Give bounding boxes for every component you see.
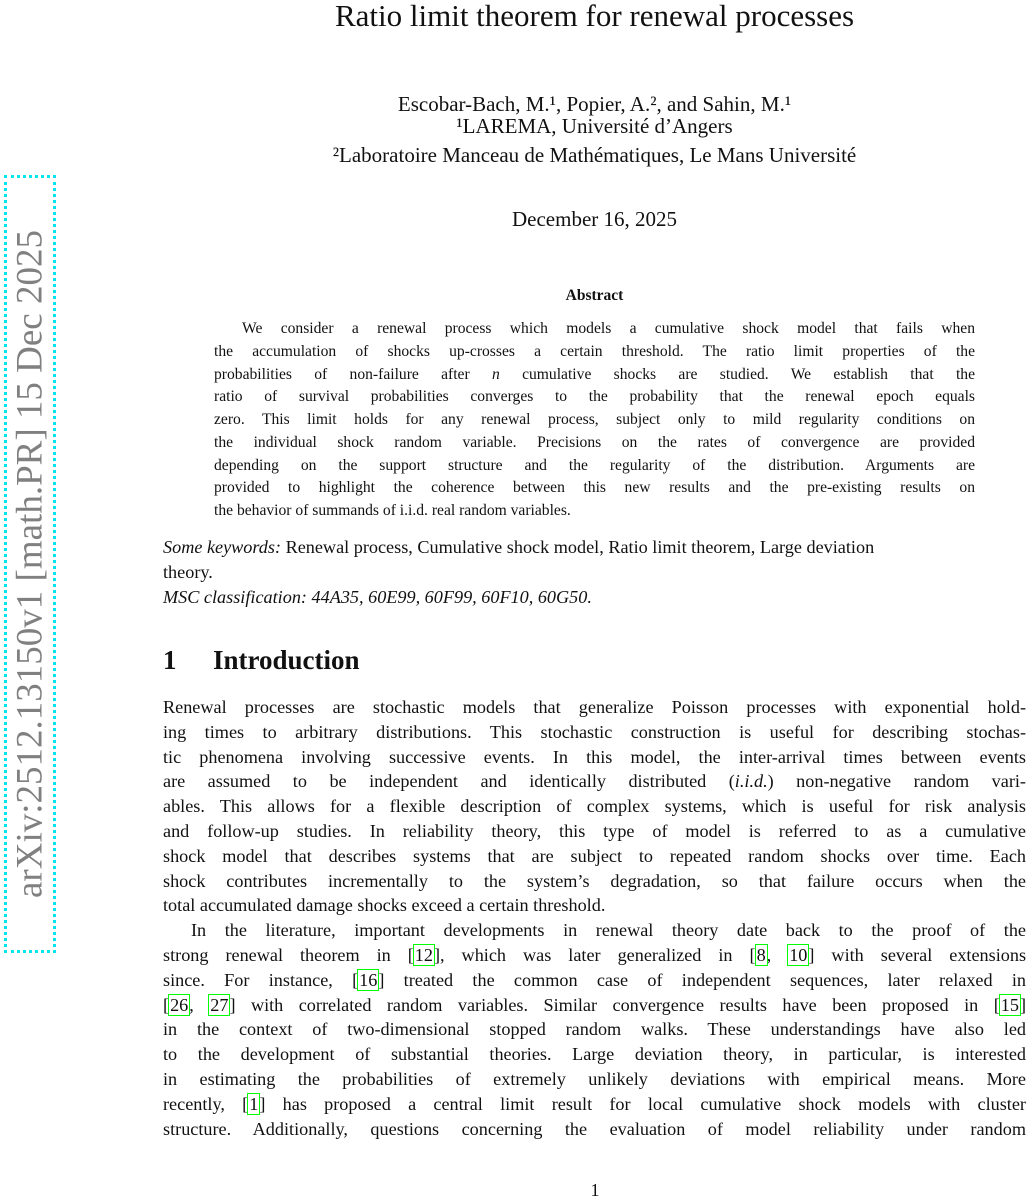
text-line: [214, 341, 975, 364]
citation-link[interactable]: 1: [249, 1093, 259, 1114]
text-segment: are assumed to be independent and identically distributed (: [163, 771, 735, 792]
text-segment: ] with several extensions: [808, 944, 1026, 965]
text-segment: ] treated the common case of independent sequences, later relaxed in: [378, 969, 1026, 990]
text-segment: ,: [189, 994, 210, 1015]
citation-link[interactable]: 26: [170, 994, 189, 1015]
citation-link[interactable]: 10: [789, 944, 808, 965]
text-line: [163, 1042, 1026, 1067]
text-segment: Renewal processes are stochastic models that generalize Poisson processes with exponential hold-: [163, 697, 1026, 717]
text-line: [163, 1117, 1026, 1142]
text-line: [163, 1092, 1026, 1117]
text-segment: In the literature, important developments in renewal theory date back to the proof of the: [191, 920, 1026, 941]
text-segment: n: [491, 365, 500, 383]
text-segment: ], which was later generalized in [: [433, 944, 756, 965]
text-line: [214, 432, 975, 455]
citation-link[interactable]: 15: [1000, 994, 1019, 1015]
text-line: [214, 318, 975, 341]
text-segment: the accumulation of shocks up-crosses a certain threshold. The ratio limit properties of the: [214, 342, 975, 360]
keywords-block: [163, 535, 1026, 609]
text-segment: i.i.d.: [734, 771, 768, 792]
keywords-line: [163, 535, 1026, 560]
section-title: Introduction: [213, 645, 360, 675]
text-segment: shock model that describes systems that are subject to repeated random shocks over time. Each: [163, 845, 1026, 866]
text-line: [163, 968, 1026, 993]
text-segment: ) non-negative random vari-: [767, 771, 1026, 792]
text-line: [214, 386, 975, 409]
text-line: [214, 500, 975, 523]
text-segment: probabilities of non-failure after: [214, 365, 492, 383]
text-segment: the individual shock random variable. Precisions on the rates of convergence are provided: [214, 433, 975, 451]
text-line: [163, 918, 1026, 943]
text-line: [163, 695, 1026, 720]
text-line: [163, 819, 1026, 844]
text-segment: provided to highlight the coherence between this new results and the pre-existing results on: [214, 479, 975, 497]
text-segment: ing times to arbitrary distributions. This stochastic construction is useful for describing stochas-: [163, 721, 1026, 742]
text-line: [163, 869, 1026, 894]
text-segment: structure. Additionally, questions concerning the evaluation of model reliability under random: [163, 1118, 1026, 1139]
keywords-text: Renewal process, Cumulative shock model, Ratio limit theorem, Large deviation: [281, 537, 875, 557]
text-segment: ] has proposed a central limit result for local cumulative shock models with cluster: [259, 1093, 1026, 1114]
text-segment: ,: [766, 944, 789, 965]
text-line: [163, 794, 1026, 819]
text-line: [214, 364, 975, 387]
text-segment: cumulative shocks are studied. We establish that the: [499, 365, 975, 383]
text-line: [163, 844, 1026, 869]
text-segment: the behavior of summands of i.i.d. real random variables.: [214, 502, 571, 519]
text-segment: ] with correlated random variables. Similar convergence results have been proposed in [: [229, 994, 1000, 1015]
text-segment: tic phenomena involving successive events. In this model, the inter-arrival times between events: [163, 746, 1026, 767]
text-segment: ables. This allows for a flexible description of complex systems, which is useful for risk analysis: [163, 796, 1026, 817]
text-line: [163, 1017, 1026, 1042]
arxiv-identifier: arXiv:2512.13150v1 [math.PR] 15 Dec 2025: [9, 230, 51, 898]
text-line: [163, 720, 1026, 745]
text-line: [163, 893, 1026, 918]
paper-title: Ratio limit theorem for renewal processes: [334, 0, 855, 33]
text-line: [163, 943, 1026, 968]
authors: Escobar-Bach, M.¹, Popier, A.², and Sahin, M.¹: [397, 92, 792, 116]
text-segment: to the development of substantial theories. Large deviation theory, in particular, is interested: [163, 1044, 1026, 1065]
abstract-text: [214, 318, 975, 523]
text-line: [163, 745, 1026, 770]
text-segment: total accumulated damage shocks exceed a certain threshold.: [163, 895, 606, 916]
text-segment: We consider a renewal process which models a cumulative shock model that fails when: [242, 320, 975, 337]
citation-link[interactable]: 8: [756, 944, 766, 965]
text-segment: ratio of survival probabilities converges to the probability that the renewal epoch equals: [214, 388, 975, 406]
text-segment: in estimating the probabilities of extremely unlikely deviations with empirical means. More: [163, 1068, 1026, 1089]
page-number: 1: [590, 1180, 600, 1200]
body-text: [163, 695, 1026, 1141]
text-segment: and follow-up studies. In reliability theory, this type of model is referred to as a cumulative: [163, 820, 1026, 841]
text-segment: depending on the support structure and the regularity of the distribution. Arguments are: [214, 456, 975, 474]
text-segment: since. For instance, [: [163, 969, 359, 990]
text-segment: zero. This limit holds for any renewal process, subject only to mild regularity conditions on: [214, 411, 975, 428]
affiliation-2: ²Laboratoire Manceau de Mathématiques, Le Mans Université: [332, 143, 857, 167]
text-line: [163, 769, 1026, 794]
paper-date: December 16, 2025: [511, 207, 678, 231]
msc-classification: MSC classification: 44A35, 60E99, 60F99, 60F10, 60G50.: [163, 586, 592, 607]
text-segment: in the context of two-dimensional stopped random walks. These understandings have also led: [163, 1019, 1026, 1040]
citation-link[interactable]: 12: [414, 944, 433, 965]
section-heading: [163, 645, 360, 676]
text-segment: strong renewal theorem in [: [163, 944, 414, 965]
citation-link[interactable]: 16: [359, 969, 378, 990]
abstract-heading: Abstract: [565, 287, 624, 304]
text-line: [163, 993, 1026, 1018]
keywords-line-2: theory.: [163, 561, 213, 582]
keywords-label: Some keywords:: [163, 537, 282, 557]
affiliation-1: ¹LAREMA, Université d’Angers: [456, 114, 733, 138]
text-segment: [: [163, 994, 170, 1015]
text-line: [214, 477, 975, 500]
arxiv-stamp: [4, 175, 56, 953]
text-line: [214, 455, 975, 478]
text-segment: recently, [: [163, 1093, 249, 1114]
text-segment: shock contributes incrementally to the system’s degradation, so that failure occurs when the: [163, 870, 1026, 891]
text-line: [163, 1067, 1026, 1092]
citation-link[interactable]: 27: [210, 994, 229, 1015]
text-segment: ]: [1019, 994, 1026, 1015]
section-number: 1: [163, 645, 177, 675]
text-line: [214, 409, 975, 432]
